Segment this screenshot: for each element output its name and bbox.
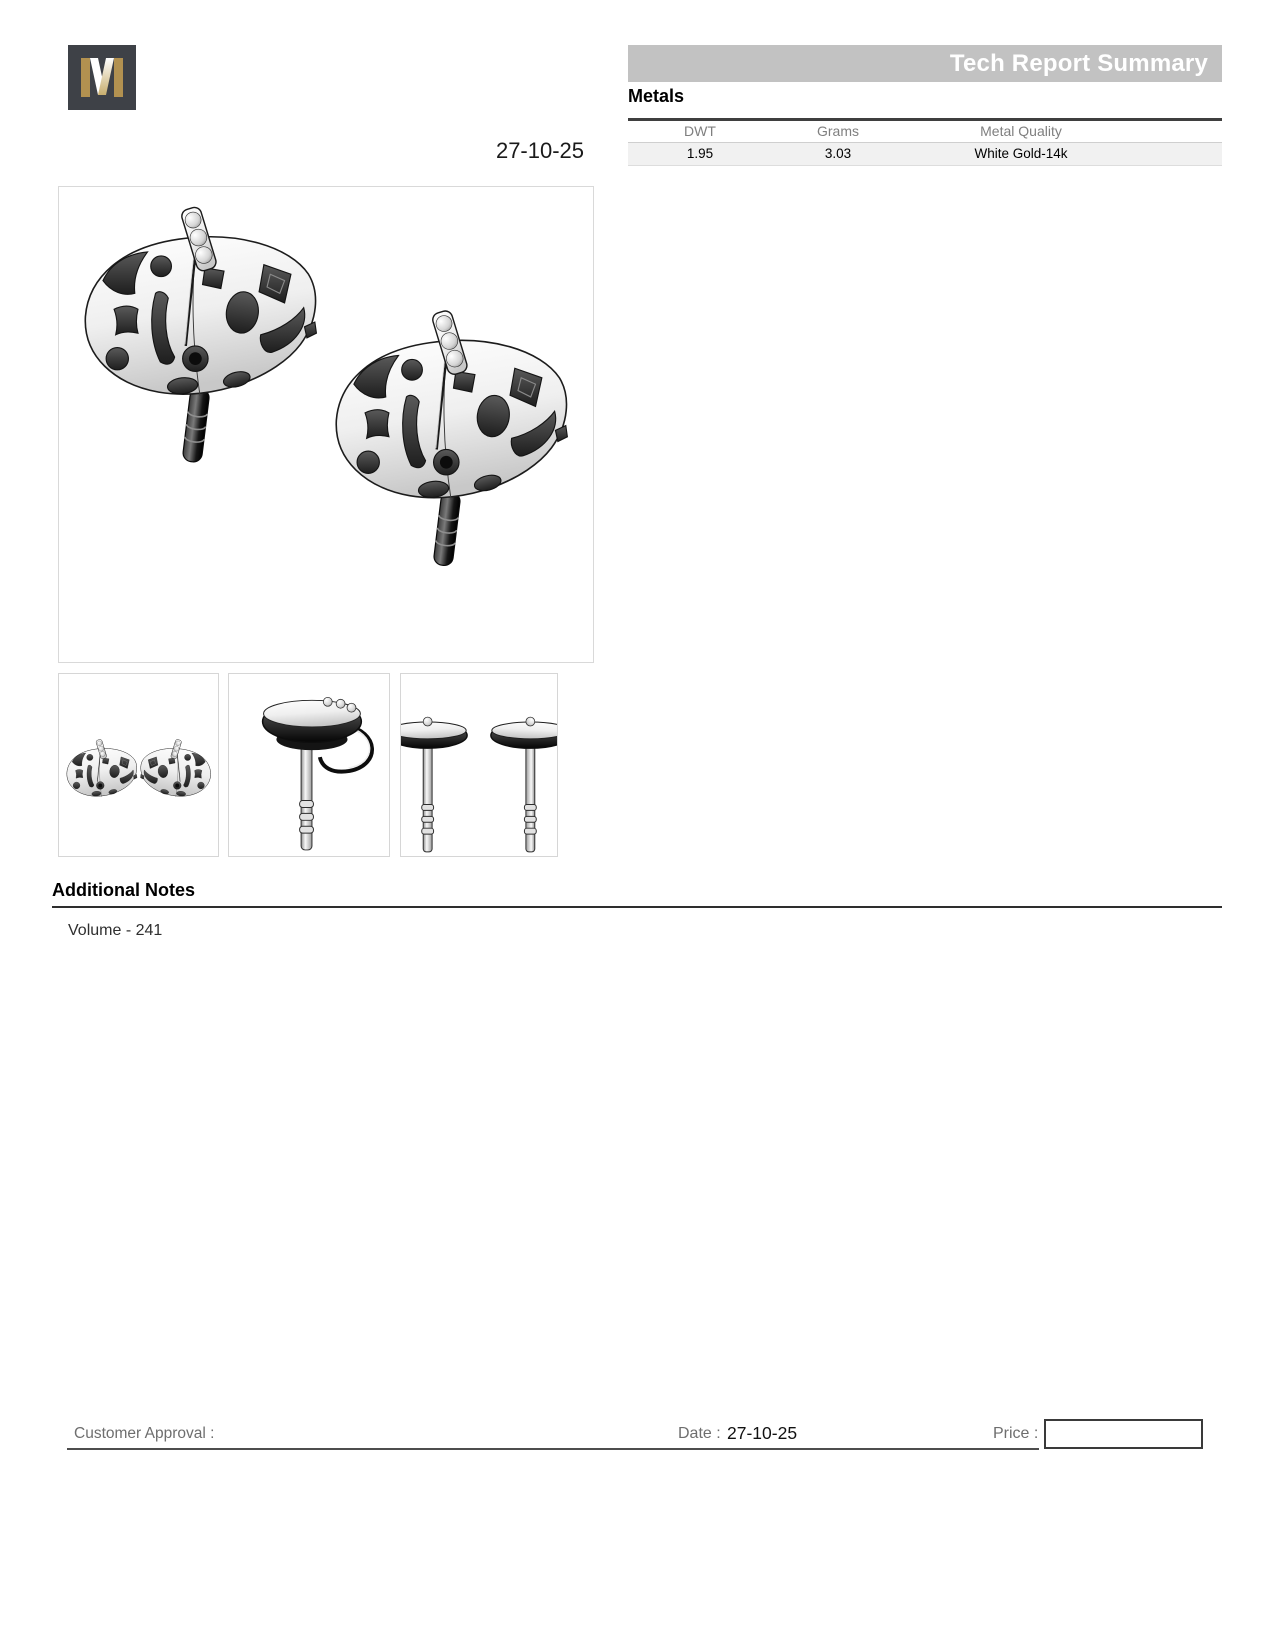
price-label: Price : <box>993 1425 1039 1442</box>
cell-spacer <box>1138 143 1222 166</box>
footer-date-value: 27-10-25 <box>727 1423 798 1443</box>
page-title: Tech Report Summary <box>949 49 1208 77</box>
metals-table <box>628 118 1222 166</box>
metals-table-header-row <box>628 120 1222 143</box>
metals-table-row <box>628 143 1222 166</box>
cell-grams: 3.03 <box>772 143 904 166</box>
col-header-metal-quality: Metal Quality <box>904 120 1138 143</box>
customer-approval-label: Customer Approval : <box>74 1425 215 1442</box>
stud-side-view-image <box>229 674 389 856</box>
col-header-grams: Grams <box>772 120 904 143</box>
metals-section-title: Metals <box>628 86 685 106</box>
stud-profile-views-image <box>401 674 557 856</box>
thumbnail-side-view <box>228 673 390 857</box>
earrings-front-view-image <box>59 674 218 856</box>
earrings-3d-render-image <box>59 187 593 662</box>
col-header-spacer <box>1138 120 1222 143</box>
signature-line <box>67 1448 1039 1450</box>
volume-note: Volume - 241 <box>68 922 163 939</box>
additional-notes-title: Additional Notes <box>52 880 195 900</box>
price-input-box[interactable] <box>1044 1419 1203 1449</box>
cell-metal-quality: White Gold-14k <box>904 143 1138 166</box>
report-header-bar <box>628 45 1222 82</box>
col-header-dwt: DWT <box>628 120 772 143</box>
company-logo <box>68 45 136 110</box>
cell-dwt: 1.95 <box>628 143 772 166</box>
m-logo-icon <box>68 45 136 110</box>
additional-notes-divider <box>52 906 1222 908</box>
design-date: 27-10-25 <box>495 138 585 163</box>
main-render-earrings <box>58 186 594 663</box>
footer-date-label: Date : <box>678 1425 721 1442</box>
thumbnail-front-view-pair <box>58 673 219 857</box>
thumbnail-profile-views <box>400 673 558 857</box>
